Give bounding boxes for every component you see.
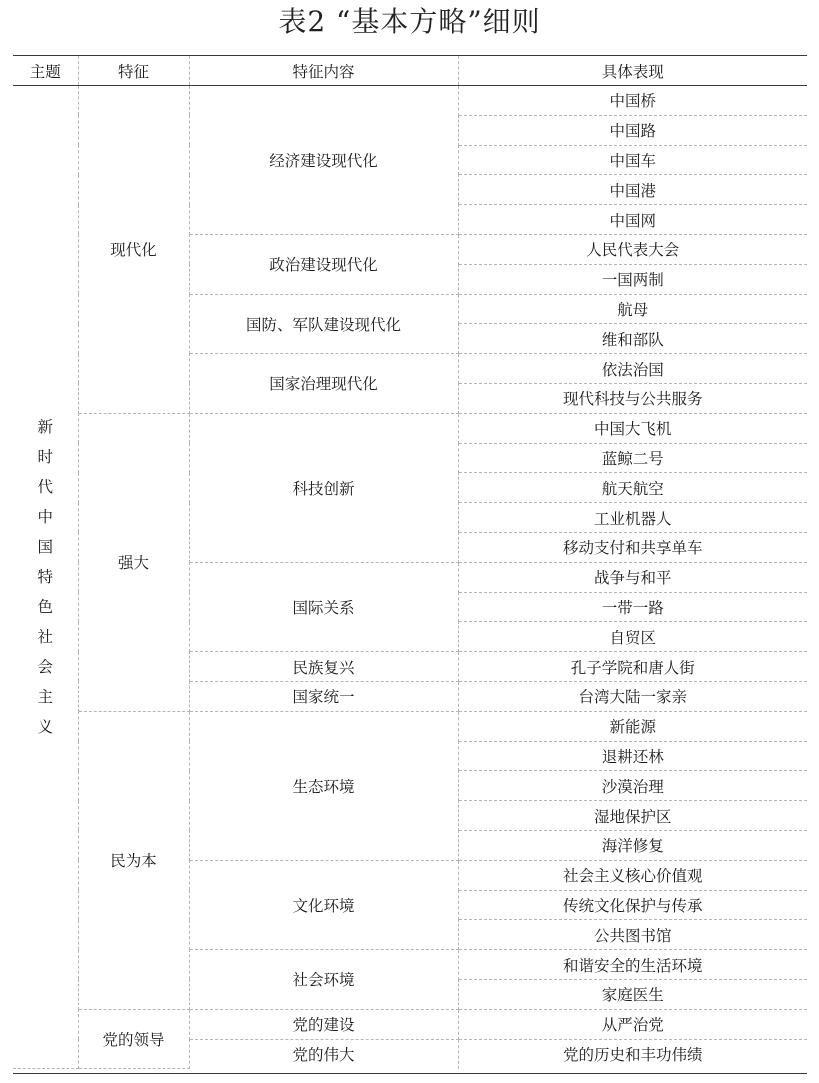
manifestation-cell: 孔子学院和唐人街: [458, 652, 807, 682]
table-row: [13, 711, 807, 741]
content-cell: 科技创新: [189, 413, 458, 562]
header-content: 特征内容: [189, 56, 458, 86]
manifestation-cell: 维和部队: [458, 324, 807, 354]
table-body: [13, 86, 807, 1069]
manifestation-cell: 台湾大陆一家亲: [458, 681, 807, 711]
strategy-table: [13, 56, 807, 1069]
manifestation-cell: 航天航空: [458, 473, 807, 503]
content-cell: 文化环境: [189, 860, 458, 949]
theme-label: 新时代中国特色社会主义: [37, 418, 53, 737]
feature-cell: 党的领导: [78, 1009, 189, 1069]
manifestation-cell: 一带一路: [458, 592, 807, 622]
content-cell: 生态环境: [189, 711, 458, 860]
content-cell: 国际关系: [189, 562, 458, 651]
feature-cell: 强大: [78, 413, 189, 711]
table-title: 表2 “基本方略”细则: [278, 5, 541, 38]
content-cell: 党的建设: [189, 1009, 458, 1039]
table-row: [13, 1009, 807, 1039]
content-cell: 党的伟大: [189, 1039, 458, 1069]
manifestation-cell: 中国桥: [458, 86, 807, 116]
manifestation-cell: 党的历史和丰功伟绩: [458, 1039, 807, 1069]
manifestation-cell: 自贸区: [458, 622, 807, 652]
manifestation-cell: 退耕还林: [458, 741, 807, 771]
header-manifestation: 具体表现: [458, 56, 807, 86]
manifestation-cell: 中国港: [458, 175, 807, 205]
bottom-rule: [13, 1073, 807, 1074]
manifestation-cell: 沙漠治理: [458, 771, 807, 801]
content-cell: 国防、军队建设现代化: [189, 294, 458, 354]
manifestation-cell: 中国车: [458, 145, 807, 175]
theme-cell: [13, 86, 78, 1069]
manifestation-cell: 社会主义核心价值观: [458, 860, 807, 890]
manifestation-cell: 家庭医生: [458, 979, 807, 1009]
manifestation-cell: 中国路: [458, 115, 807, 145]
content-cell: 民族复兴: [189, 652, 458, 682]
feature-cell: 民为本: [78, 711, 189, 1009]
manifestation-cell: 一国两制: [458, 264, 807, 294]
header-feature: 特征: [78, 56, 189, 86]
manifestation-cell: 战争与和平: [458, 562, 807, 592]
header-theme: 主题: [13, 56, 78, 86]
table-row: [13, 413, 807, 443]
manifestation-cell: 中国大飞机: [458, 413, 807, 443]
content-cell: 社会环境: [189, 950, 458, 1010]
header-row: [13, 56, 807, 86]
manifestation-cell: 海洋修复: [458, 830, 807, 860]
manifestation-cell: 传统文化保护与传承: [458, 890, 807, 920]
manifestation-cell: 工业机器人: [458, 503, 807, 533]
content-cell: 政治建设现代化: [189, 234, 458, 294]
manifestation-cell: 人民代表大会: [458, 234, 807, 264]
manifestation-cell: 依法治国: [458, 354, 807, 384]
manifestation-cell: 公共图书馆: [458, 920, 807, 950]
table-row: [13, 86, 807, 116]
manifestation-cell: 从严治党: [458, 1009, 807, 1039]
manifestation-cell: 移动支付和共享单车: [458, 532, 807, 562]
manifestation-cell: 航母: [458, 294, 807, 324]
feature-cell: 现代化: [78, 86, 189, 414]
manifestation-cell: 和谐安全的生活环境: [458, 950, 807, 980]
manifestation-cell: 蓝鲸二号: [458, 443, 807, 473]
manifestation-cell: 中国网: [458, 205, 807, 235]
content-cell: 经济建设现代化: [189, 86, 458, 235]
manifestation-cell: 湿地保护区: [458, 801, 807, 831]
manifestation-cell: 现代科技与公共服务: [458, 383, 807, 413]
content-cell: 国家统一: [189, 681, 458, 711]
content-cell: 国家治理现代化: [189, 354, 458, 414]
manifestation-cell: 新能源: [458, 711, 807, 741]
